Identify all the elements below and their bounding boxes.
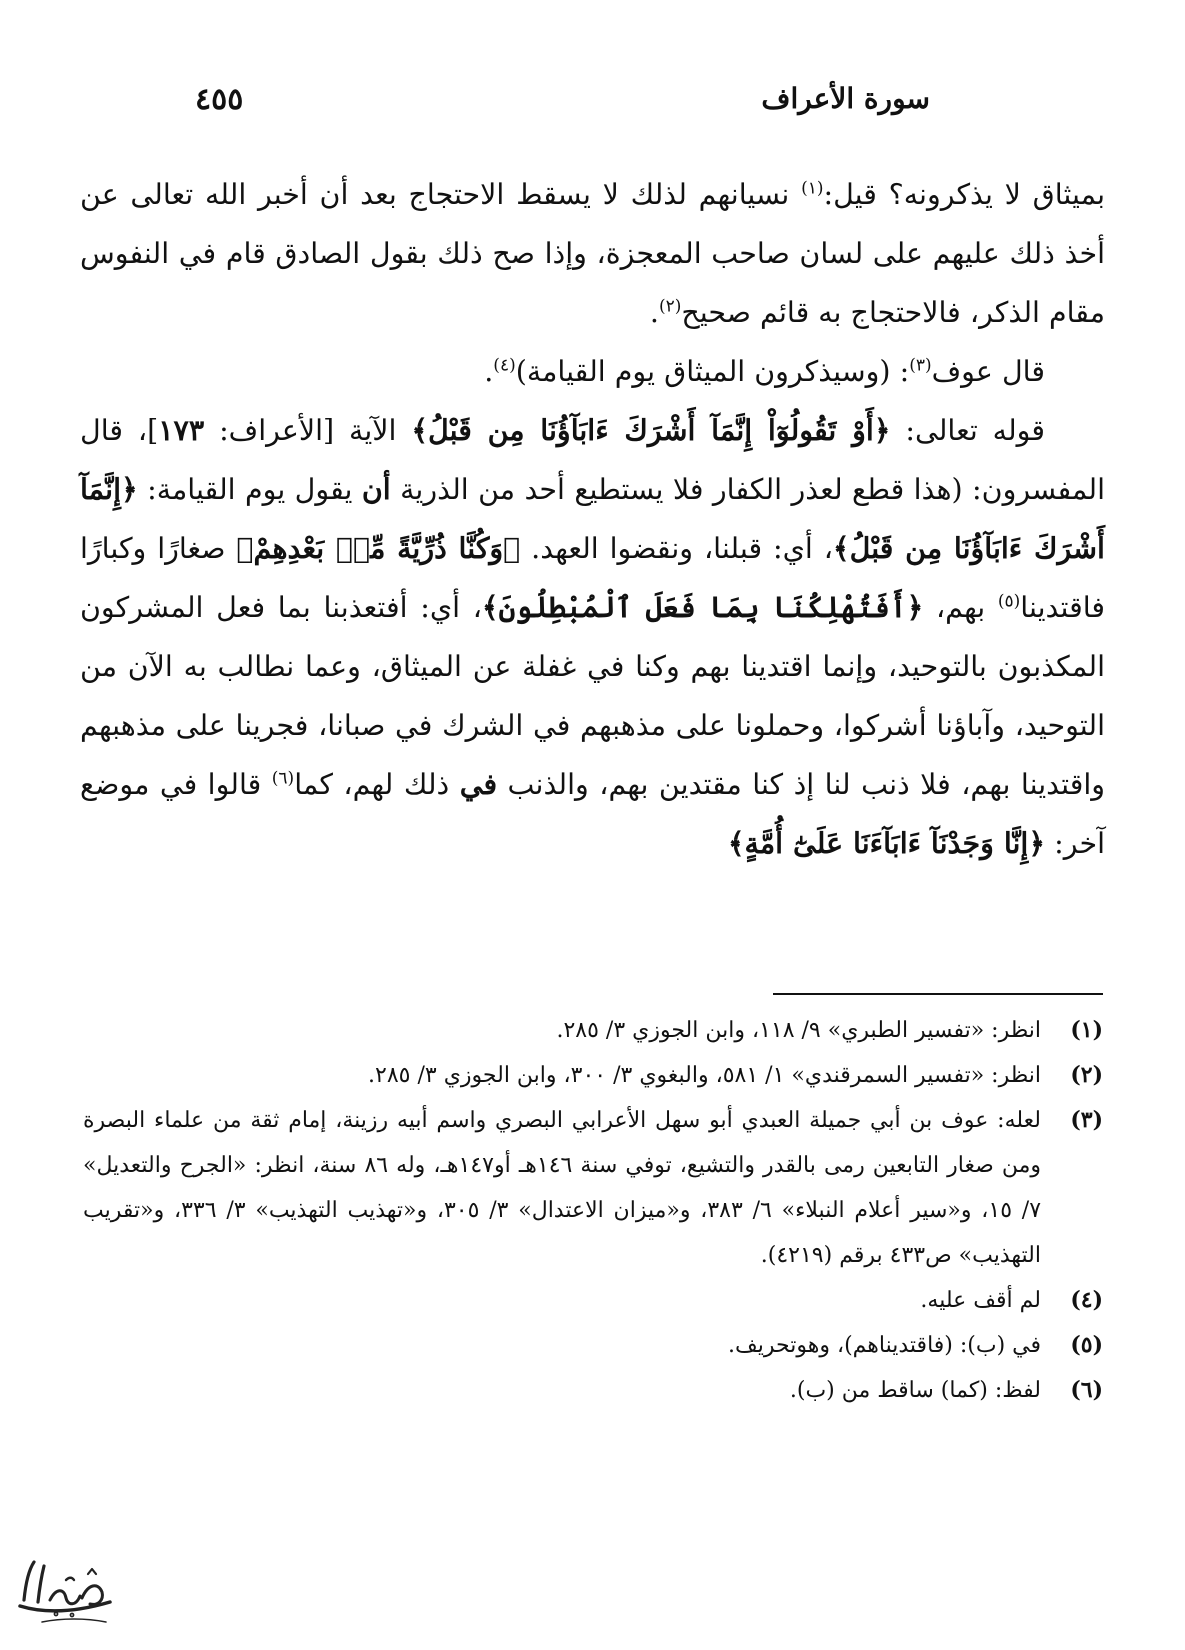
footnote-ref-3[interactable]: (٣) (909, 355, 932, 376)
text: الآية [الأعراف: (204, 414, 412, 447)
page-number: ٤٥٥ (195, 82, 244, 117)
text: صغارًا وكبارًا فاقتدينا (80, 532, 1106, 624)
footnote-3 (83, 1098, 1103, 1278)
footnote-text: لعله: عوف بن أبي جميلة العبدي أبو سهل الأعرابي البصري واسم أبيه رزينة، إمام ثقة من علماء البصرة ومن صغار التابعين رمى بالقدر والتشيع، توفي سنة ١٤٦هـ أو١٤٧هـ، وله ٨٦ سنة، انظر: «الجرح والتعديل» ٧/ ١٥، و«سير أعلام النبلاء» ٦/ ٣٨٣، و«ميزان الاعتدال» ٣/ ٣٠٥، و«تهذيب التهذيب» ٣/ ٣٣٦، و«تقريب التهذيب» ص٤٣٣ برقم (٤٢١٩). (83, 1108, 1042, 1268)
text: ، أي: قبلنا، ونقضوا العهد. (520, 532, 833, 565)
footnote-4 (83, 1278, 1103, 1323)
quran-verse: ﴿أَوْ تَقُولُوٓاْ إِنَّمَآ أَشْرَكَ ءَابَآؤُنَا مِن قَبْلُ﴾ (411, 413, 891, 447)
text: بميثاق لا يذكرونه؟ قيل: (823, 178, 1105, 211)
surah-title: سورة الأعراف (761, 82, 930, 115)
footnote-6 (83, 1368, 1103, 1413)
text: قالوا في موضع آخر: (80, 768, 1105, 860)
footnote-text: في (ب): (فاقتديناهم)، وهوتحريف. (728, 1333, 1041, 1358)
text: . (484, 355, 494, 388)
verse-number: ١٧٣ (158, 413, 205, 447)
footnote-text: انظر: «تفسير السمرقندي» ١/ ٥٨١، والبغوي ٣/ ٣٠٠، وابن الجوزي ٣/ ٢٨٥. (368, 1063, 1041, 1088)
text: نسيانهم لذلك لا يسقط الاحتجاج بعد أن أخبر الله تعالى عن أخذ ذلك عليهم على لسان صاحب المعجزة، وإذا صح ذلك بقول الصادق قام في النفوس مقام الذكر، فالاحتجاج به قائم صحيح (80, 178, 1105, 329)
text: ، أي: أفتعذبنا بما فعل المشركون المكذبون بالتوحيد، وإنما اقتدينا بهم وكنا في غفلة عن الميثاق، وعما نطالب به الآن من التوحيد، وآباؤنا أشركوا، وحملونا على مذهبهم في الشرك في صبانا، فجرينا على مذهبهم واقتدينا بهم، فلا ذنب لنا إذ كنا مقتدين بهم، والذنب (80, 591, 1106, 801)
text: يقول يوم القيامة: (137, 473, 362, 506)
paragraph-3 (80, 401, 1105, 873)
page-header (195, 82, 930, 132)
footnote-number: (١) (1070, 1017, 1103, 1043)
footnote-number: (٢) (1070, 1062, 1103, 1088)
footnote-2 (83, 1053, 1103, 1098)
text: قال عوف (931, 355, 1045, 388)
text-bold: في (459, 767, 498, 801)
quran-verse: ﴿أَفَتُهْلِكُنَا بِمَا فَعَلَ ٱلْمُبْطِلُونَ﴾ (481, 590, 924, 624)
footnote-number: (٥) (1070, 1332, 1103, 1358)
footnote-separator (773, 993, 1103, 995)
watermark-logo (6, 1522, 126, 1642)
footnotes (83, 1008, 1103, 1413)
footnote-ref-5[interactable]: (٥) (997, 591, 1021, 612)
text: بهم، (923, 591, 998, 624)
paragraph-2 (80, 342, 1105, 401)
text: قوله تعالى: (890, 414, 1045, 447)
quran-verse: ﴿إِنَّمَآ أَشْرَكَ ءَابَآؤُنَا مِن قَبْلُ﴾ (80, 472, 1105, 565)
footnote-ref-4[interactable]: (٤) (493, 355, 516, 376)
quran-verse: ﴿إِنَّا وَجَدْنَآ ءَابَآءَنَا عَلَىٰٓ أُمَّةٍ﴾ (727, 826, 1046, 860)
quran-verse: ﴿وَكُنَّا ذُرِّيَّةً مِّنۢ بَعْدِهِمْ﴾ (236, 531, 521, 565)
text: . (649, 296, 659, 329)
footnote-ref-1[interactable]: (١) (801, 178, 824, 199)
footnote-text: لم أقف عليه. (920, 1288, 1041, 1313)
footnote-number: (٦) (1070, 1377, 1103, 1403)
footnote-text: لفظ: (كما) ساقط من (ب). (789, 1378, 1041, 1403)
footnote-ref-6[interactable]: (٦) (271, 768, 295, 789)
footnote-5 (83, 1323, 1103, 1368)
paragraph-1 (80, 165, 1105, 342)
footnote-1 (83, 1008, 1103, 1053)
footnote-number: (٤) (1070, 1287, 1103, 1313)
main-text (80, 165, 1105, 873)
footnote-number: (٣) (1070, 1107, 1103, 1133)
footnote-ref-2[interactable]: (٢) (658, 296, 682, 317)
footnote-text: انظر: «تفسير الطبري» ٩/ ١١٨، وابن الجوزي ٣/ ٢٨٥. (556, 1018, 1041, 1043)
text: ذلك لهم، كما (294, 768, 460, 801)
text: : (وسيذكرون الميثاق يوم القيامة) (515, 355, 910, 388)
text-bold: أن (361, 472, 391, 506)
text: ]، قال المفسرون: (هذا قطع لعذر الكفار فلا يستطيع أحد من الذرية (80, 414, 1105, 506)
